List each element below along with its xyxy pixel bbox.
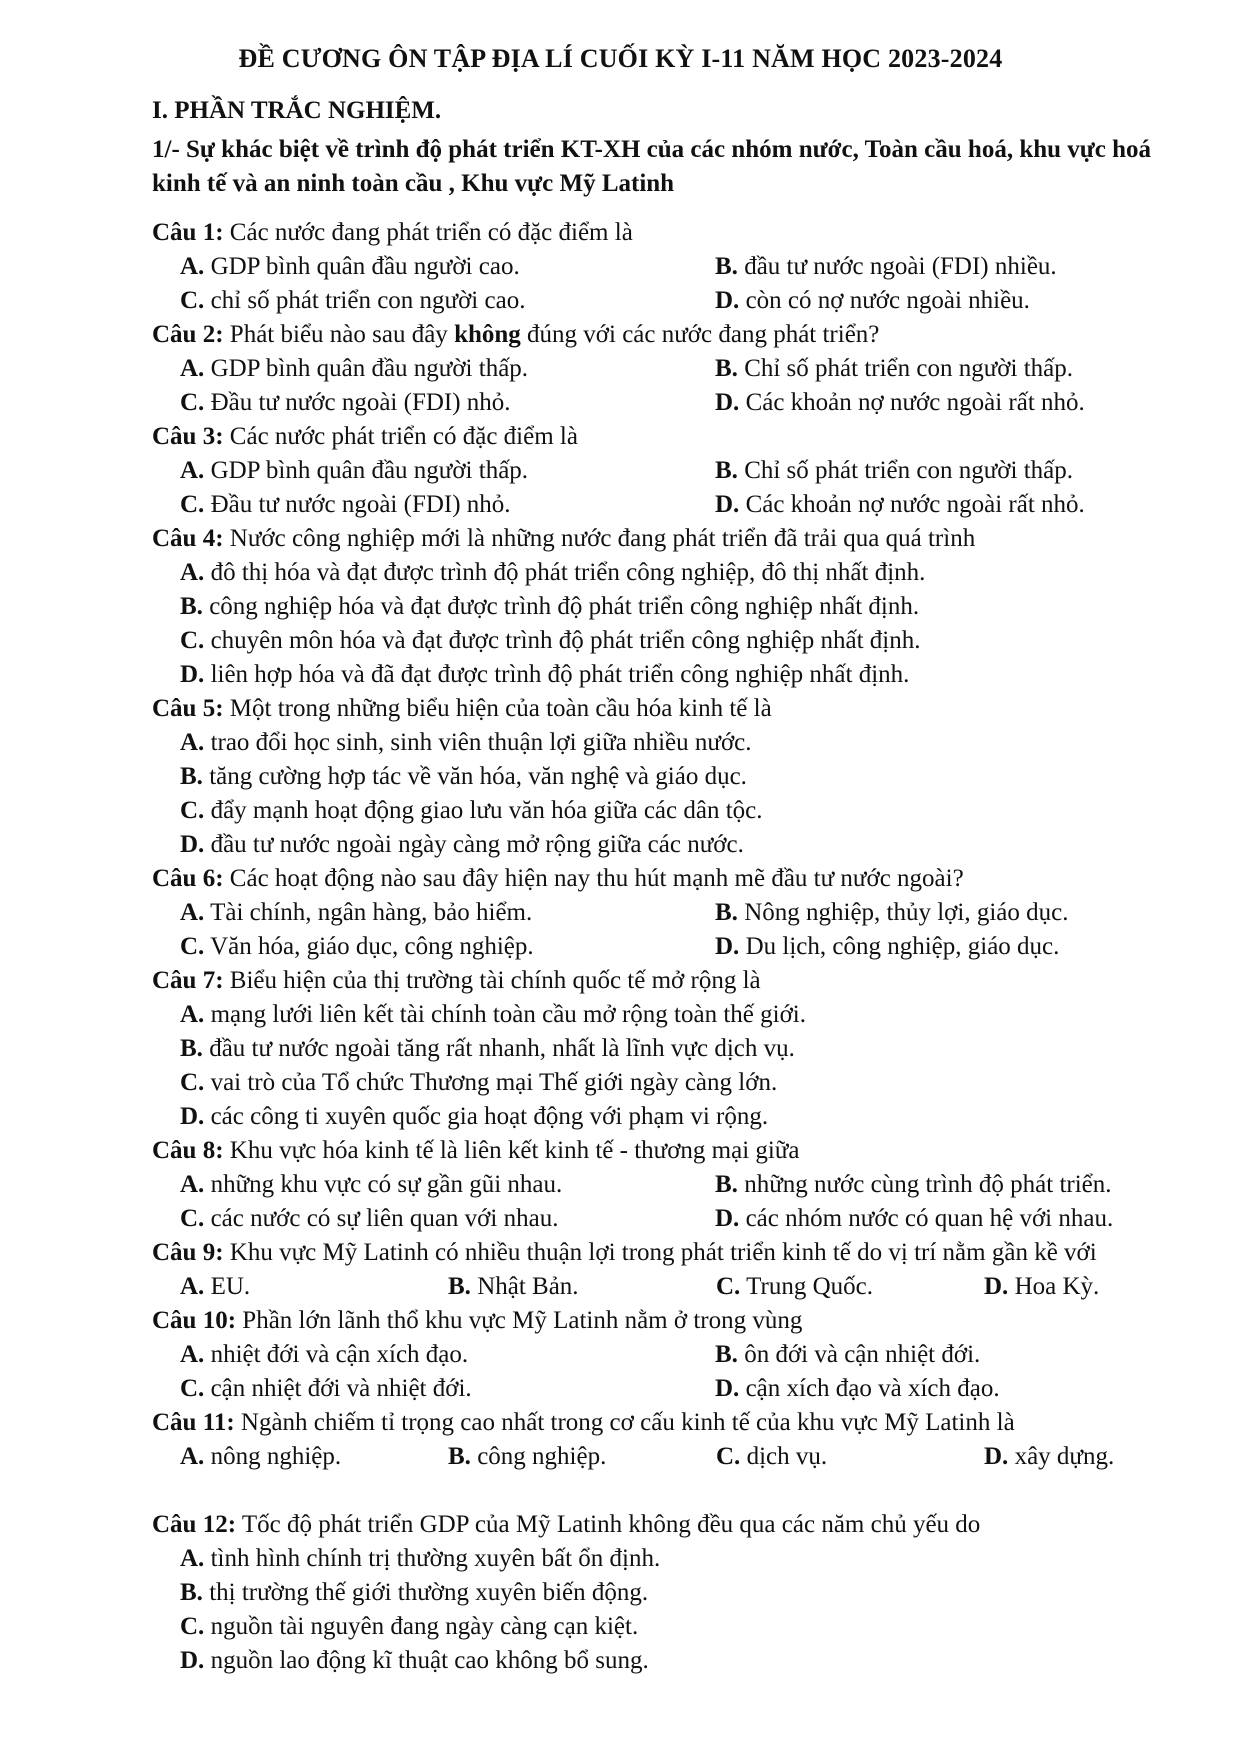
option-text: thị trường thế giới thường xuyên biến động.: [202, 1579, 649, 1606]
option-b: [180, 590, 1212, 624]
question-label: Câu 9:: [152, 1239, 224, 1266]
question-text: Khu vực Mỹ Latinh có nhiều thuận lợi trong phát triển kinh tế do vị trí nằm gần kề với: [223, 1239, 1097, 1266]
answer-options: [152, 250, 1212, 318]
option-text: xây dựng.: [1008, 1443, 1115, 1470]
option-b: [715, 250, 1215, 284]
question-stem: [152, 1236, 1212, 1270]
question-list: [152, 216, 1212, 1678]
option-b: [180, 1576, 1212, 1610]
option-letter: D.: [715, 933, 740, 960]
option-letter: D.: [715, 389, 740, 416]
option-text: Tài chính, ngân hàng, bảo hiểm.: [204, 899, 533, 926]
answer-options: [152, 1270, 1212, 1304]
topic-heading: 1/- Sự khác biệt về trình độ phát triển KT-XH của các nhóm nước, Toàn cầu hoá, khu vực hoá kinh tế và an ninh toàn cầu , Khu vực Mỹ Latinh: [152, 136, 1152, 197]
question-text: Các nước đang phát triển có đặc điểm là: [223, 219, 633, 246]
option-c: [180, 284, 715, 318]
option-text: các công ti xuyên quốc gia hoạt động với phạm vi rộng.: [204, 1103, 769, 1130]
option-d: [984, 1440, 1214, 1474]
option-letter: D.: [715, 1205, 740, 1232]
option-letter: A.: [180, 253, 205, 280]
option-d: [715, 488, 1215, 522]
option-text: chỉ số phát triển con người cao.: [204, 287, 526, 314]
question-label: Câu 8:: [152, 1137, 224, 1164]
option-c: [180, 794, 1212, 828]
option-a: [180, 250, 715, 284]
option-letter: C.: [180, 1205, 205, 1232]
question-1: [152, 216, 1212, 318]
question-text: Phần lớn lãnh thổ khu vực Mỹ Latinh nằm ở trong vùng: [236, 1307, 803, 1334]
answer-options: [152, 556, 1212, 692]
option-a: [180, 454, 715, 488]
option-b: [180, 760, 1212, 794]
option-letter: D.: [715, 1375, 740, 1402]
option-text: Chỉ số phát triển con người thấp.: [737, 355, 1073, 382]
question-stem: [152, 862, 1212, 896]
option-d: [180, 1644, 1212, 1678]
question-label: Câu 6:: [152, 865, 224, 892]
option-text: chuyên môn hóa và đạt được trình độ phát triển công nghiệp nhất định.: [204, 627, 921, 654]
option-text: GDP bình quân đầu người thấp.: [204, 355, 529, 382]
answer-options: [152, 1542, 1212, 1678]
option-text: GDP bình quân đầu người cao.: [204, 253, 520, 280]
option-c: [180, 1610, 1212, 1644]
question-text: Khu vực hóa kinh tế là liên kết kinh tế - thương mại giữa: [223, 1137, 800, 1164]
option-text: liên hợp hóa và đã đạt được trình độ phát triển công nghiệp nhất định.: [204, 661, 910, 688]
option-text: Nhật Bản.: [470, 1273, 579, 1300]
option-letter: C.: [180, 491, 205, 518]
option-text: Các khoản nợ nước ngoài rất nhỏ.: [739, 491, 1085, 518]
option-letter: B.: [180, 763, 203, 790]
question-stem: [152, 420, 1212, 454]
option-letter: A.: [180, 1545, 205, 1572]
option-text: Văn hóa, giáo dục, công nghiệp.: [204, 933, 534, 960]
option-text: nguồn tài nguyên đang ngày càng cạn kiệt.: [204, 1613, 639, 1640]
option-b: [715, 1338, 1215, 1372]
question-label: Câu 5:: [152, 695, 224, 722]
option-letter: D.: [180, 1103, 205, 1130]
option-text: còn có nợ nước ngoài nhiều.: [739, 287, 1030, 314]
option-text: tình hình chính trị thường xuyên bất ổn định.: [204, 1545, 661, 1572]
option-a: [180, 1542, 1212, 1576]
option-letter: B.: [180, 593, 203, 620]
question-label: Câu 1:: [152, 219, 224, 246]
option-letter: B.: [715, 457, 738, 484]
option-text: những nước cùng trình độ phát triển.: [737, 1171, 1112, 1198]
option-c: [180, 386, 715, 420]
question-text: Ngành chiếm tỉ trọng cao nhất trong cơ cấu kinh tế của khu vực Mỹ Latinh là: [234, 1409, 1015, 1436]
option-letter: A.: [180, 1171, 205, 1198]
question-text: Biểu hiện của thị trường tài chính quốc tế mở rộng là: [223, 967, 761, 994]
option-a: [180, 1168, 715, 1202]
option-a: [180, 1270, 448, 1304]
option-letter: A.: [180, 899, 205, 926]
option-letter: A.: [180, 729, 205, 756]
question-5: [152, 692, 1212, 862]
question-10: [152, 1304, 1212, 1406]
option-text: Nông nghiệp, thủy lợi, giáo dục.: [737, 899, 1069, 926]
question-3: [152, 420, 1212, 522]
option-letter: C.: [180, 627, 205, 654]
option-text: Hoa Kỳ.: [1008, 1273, 1100, 1300]
option-b: [715, 352, 1215, 386]
option-d: [180, 1100, 1212, 1134]
option-a: [180, 556, 1212, 590]
question-label: Câu 12:: [152, 1511, 237, 1538]
option-letter: A.: [180, 1341, 205, 1368]
option-letter: C.: [180, 287, 205, 314]
option-a: [180, 1338, 715, 1372]
option-a: [180, 1440, 448, 1474]
question-7: [152, 964, 1212, 1134]
question-text: Nước công nghiệp mới là những nước đang phát triển đã trải qua quá trình: [223, 525, 976, 552]
option-letter: A.: [180, 457, 205, 484]
option-text: cận xích đạo và xích đạo.: [739, 1375, 1000, 1402]
option-letter: B.: [715, 1171, 738, 1198]
option-letter: B.: [715, 1341, 738, 1368]
option-letter: C.: [180, 1375, 205, 1402]
option-text: công nghiệp.: [470, 1443, 607, 1470]
question-label: Câu 2:: [152, 321, 224, 348]
option-c: [180, 930, 715, 964]
option-a: [180, 726, 1212, 760]
question-emphasis: không: [454, 321, 521, 348]
question-label: Câu 10:: [152, 1307, 237, 1334]
option-text: đầu tư nước ngoài (FDI) nhiều.: [737, 253, 1057, 280]
option-letter: A.: [180, 559, 205, 586]
option-letter: C.: [716, 1273, 741, 1300]
option-d: [715, 284, 1215, 318]
option-letter: B.: [715, 899, 738, 926]
option-c: [180, 1372, 715, 1406]
option-a: [180, 998, 1212, 1032]
option-text: trao đổi học sinh, sinh viên thuận lợi giữa nhiều nước.: [204, 729, 752, 756]
option-letter: D.: [180, 661, 205, 688]
option-letter: D.: [180, 831, 205, 858]
option-d: [180, 828, 1212, 862]
option-d: [715, 1372, 1215, 1406]
question-text: Các hoạt động nào sau đây hiện nay thu hút mạnh mẽ đầu tư nước ngoài?: [223, 865, 964, 892]
option-letter: D.: [180, 1647, 205, 1674]
question-text: Một trong những biểu hiện của toàn cầu hóa kinh tế là: [223, 695, 772, 722]
question-stem: [152, 1508, 1212, 1542]
option-c: [180, 1202, 715, 1236]
question-stem: [152, 216, 1212, 250]
option-text: nhiệt đới và cận xích đạo.: [204, 1341, 469, 1368]
option-text: Đầu tư nước ngoài (FDI) nhỏ.: [204, 389, 511, 416]
option-c: [716, 1440, 984, 1474]
option-c: [180, 1066, 1212, 1100]
option-text: công nghiệp hóa và đạt được trình độ phát triển công nghiệp nhất định.: [202, 593, 920, 620]
question-6: [152, 862, 1212, 964]
option-b: [180, 1032, 1212, 1066]
option-text: tăng cường hợp tác về văn hóa, văn nghệ và giáo dục.: [202, 763, 747, 790]
option-text: đầu tư nước ngoài ngày càng mở rộng giữa các nước.: [204, 831, 744, 858]
option-text: EU.: [204, 1273, 251, 1300]
question-11: [152, 1406, 1212, 1474]
option-c: [716, 1270, 984, 1304]
question-9: [152, 1236, 1212, 1304]
option-text: Các khoản nợ nước ngoài rất nhỏ.: [739, 389, 1085, 416]
option-text: đô thị hóa và đạt được trình độ phát triển công nghiệp, đô thị nhất định.: [204, 559, 926, 586]
option-letter: C.: [180, 933, 205, 960]
option-text: dịch vụ.: [740, 1443, 828, 1470]
question-stem: [152, 318, 1212, 352]
option-text: ôn đới và cận nhiệt đới.: [737, 1341, 981, 1368]
option-letter: A.: [180, 1001, 205, 1028]
option-letter: C.: [180, 389, 205, 416]
option-a: [180, 352, 715, 386]
option-letter: B.: [180, 1579, 203, 1606]
option-text: cận nhiệt đới và nhiệt đới.: [204, 1375, 472, 1402]
option-c: [180, 624, 1212, 658]
option-letter: B.: [448, 1443, 471, 1470]
option-text: đẩy mạnh hoạt động giao lưu văn hóa giữa các dân tộc.: [204, 797, 763, 824]
option-d: [715, 386, 1215, 420]
question-stem: [152, 1406, 1212, 1440]
blank-line: [152, 1474, 1212, 1508]
page-title: ĐỀ CƯƠNG ÔN TẬP ĐỊA LÍ CUỐI KỲ I-11 NĂM HỌC 2023-2024: [238, 44, 1003, 73]
question-2: [152, 318, 1212, 420]
option-letter: B.: [715, 355, 738, 382]
option-text: các nhóm nước có quan hệ với nhau.: [739, 1205, 1114, 1232]
option-letter: B.: [180, 1035, 203, 1062]
question-stem: [152, 692, 1212, 726]
option-d: [180, 658, 1212, 692]
question-label: Câu 11:: [152, 1409, 235, 1436]
question-stem: [152, 1134, 1212, 1168]
option-text: vai trò của Tổ chức Thương mại Thế giới ngày càng lớn.: [204, 1069, 778, 1096]
option-d: [715, 930, 1215, 964]
answer-options: [152, 1440, 1212, 1474]
option-letter: B.: [715, 253, 738, 280]
option-a: [180, 896, 715, 930]
option-letter: D.: [715, 287, 740, 314]
option-b: [715, 896, 1215, 930]
option-c: [180, 488, 715, 522]
option-text: các nước có sự liên quan với nhau.: [204, 1205, 559, 1232]
option-text: Trung Quốc.: [740, 1273, 873, 1300]
answer-options: [152, 1168, 1212, 1236]
option-b: [715, 1168, 1215, 1202]
option-text: Đầu tư nước ngoài (FDI) nhỏ.: [204, 491, 511, 518]
question-text: Các nước phát triển có đặc điểm là: [223, 423, 578, 450]
option-letter: D.: [984, 1273, 1009, 1300]
option-letter: D.: [715, 491, 740, 518]
answer-options: [152, 1338, 1212, 1406]
answer-options: [152, 454, 1212, 522]
option-letter: B.: [448, 1273, 471, 1300]
option-letter: A.: [180, 355, 205, 382]
question-text: Phát biểu nào sau đây: [223, 321, 455, 348]
option-text: đầu tư nước ngoài tăng rất nhanh, nhất là lĩnh vực dịch vụ.: [202, 1035, 795, 1062]
question-stem: [152, 964, 1212, 998]
question-12: [152, 1508, 1212, 1678]
question-label: Câu 4:: [152, 525, 224, 552]
option-d: [715, 1202, 1215, 1236]
option-text: GDP bình quân đầu người thấp.: [204, 457, 529, 484]
option-letter: C.: [180, 1613, 205, 1640]
option-letter: C.: [180, 797, 205, 824]
answer-options: [152, 998, 1212, 1134]
option-letter: A.: [180, 1273, 205, 1300]
question-label: Câu 7:: [152, 967, 224, 994]
option-b: [715, 454, 1215, 488]
option-text: Du lịch, công nghiệp, giáo dục.: [739, 933, 1060, 960]
option-letter: A.: [180, 1443, 205, 1470]
question-stem: [152, 1304, 1212, 1338]
answer-options: [152, 896, 1212, 964]
option-text: Chỉ số phát triển con người thấp.: [737, 457, 1073, 484]
question-text: đúng với các nước đang phát triển?: [520, 321, 880, 348]
question-8: [152, 1134, 1212, 1236]
question-stem: [152, 522, 1212, 556]
question-4: [152, 522, 1212, 692]
option-text: nông nghiệp.: [204, 1443, 342, 1470]
answer-options: [152, 726, 1212, 862]
option-text: nguồn lao động kĩ thuật cao không bổ sung.: [204, 1647, 649, 1674]
option-letter: D.: [984, 1443, 1009, 1470]
question-text: Tốc độ phát triển GDP của Mỹ Latinh không đều qua các năm chủ yếu do: [236, 1511, 981, 1538]
section-heading: I. PHẦN TRẮC NGHIỆM.: [152, 97, 442, 124]
option-text: mạng lưới liên kết tài chính toàn cầu mở rộng toàn thế giới.: [204, 1001, 806, 1028]
answer-options: [152, 352, 1212, 420]
option-letter: C.: [180, 1069, 205, 1096]
question-label: Câu 3:: [152, 423, 224, 450]
option-d: [984, 1270, 1214, 1304]
option-b: [448, 1440, 716, 1474]
option-text: những khu vực có sự gần gũi nhau.: [204, 1171, 563, 1198]
option-letter: C.: [716, 1443, 741, 1470]
option-b: [448, 1270, 716, 1304]
